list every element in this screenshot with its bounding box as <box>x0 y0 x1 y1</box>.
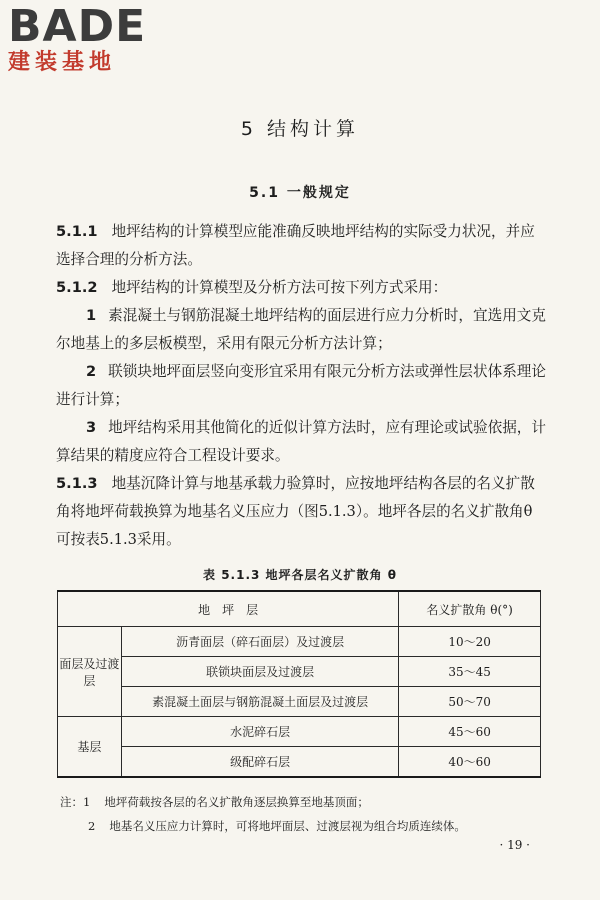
header-angle: 名义扩散角 θ(°) <box>399 591 541 627</box>
section-title: 5.1 一般规定 <box>249 185 351 201</box>
note-prefix: 注：1 <box>60 795 91 809</box>
paragraph-text: 联锁块地坪面层竖向变形宜采用有限元分析方法或弹性层状体系理论进行计算； <box>56 363 546 408</box>
angle-value: 40～60 <box>399 747 541 778</box>
table-row <box>58 747 541 778</box>
layer-desc: 沥青面层（碎石面层）及过渡层 <box>121 627 398 657</box>
paragraph-text: 地基沉降计算与地基承载力验算时，应按地坪结构各层的名义扩散角将地坪荷载换算为地基名义压应力（图5.1.3）。地坪各层的名义扩散角θ可按表5.1.3采用。 <box>56 475 535 548</box>
clause-number: 5.1.2 <box>56 279 98 296</box>
logo-wordmark: BADE <box>8 1 147 52</box>
paragraph-5-1-1 <box>56 218 546 274</box>
paragraph-text: 地坪结构采用其他简化的近似计算方法时，应有理论或试验依据，计算结果的精度应符合工程设计要求。 <box>56 419 546 464</box>
chapter-title: 5 结构计算 <box>240 118 360 140</box>
header-layer: 地 坪 层 <box>58 591 399 627</box>
note-prefix: 2 <box>88 819 96 833</box>
table-row <box>58 717 541 747</box>
group-label: 面层及过渡层 <box>58 627 122 717</box>
note-text: 地基名义压应力计算时，可将地坪面层、过渡层视为组合均质连续体。 <box>109 819 466 833</box>
body-text <box>56 218 546 554</box>
paragraph-text: 素混凝土与钢筋混凝土地坪结构的面层进行应力分析时，宜选用文克尔地基上的多层板模型，采用有限元分析方法计算； <box>56 307 546 352</box>
table-row <box>58 627 541 657</box>
list-item-1 <box>56 302 546 358</box>
table-notes <box>60 790 558 838</box>
paragraph-text: 地坪结构的计算模型及分析方法可按下列方式采用： <box>111 279 448 296</box>
page-number: · 19 · <box>499 838 530 852</box>
table-row <box>58 687 541 717</box>
layer-desc: 级配碎石层 <box>121 747 398 778</box>
group-label: 基层 <box>58 717 122 778</box>
item-number: 1 <box>86 307 97 324</box>
table-title: 表 5.1.3 地坪各层名义扩散角 θ <box>203 568 397 582</box>
diffusion-angle-table <box>57 590 541 778</box>
logo <box>8 1 147 76</box>
layer-desc: 联锁块面层及过渡层 <box>121 657 398 687</box>
layer-desc: 水泥碎石层 <box>121 717 398 747</box>
clause-number: 5.1.3 <box>56 475 98 492</box>
angle-value: 45～60 <box>399 717 541 747</box>
paragraph-5-1-2 <box>56 274 546 302</box>
item-number: 3 <box>86 419 97 436</box>
paragraph-text: 地坪结构的计算模型应能准确反映地坪结构的实际受力状况，并应选择合理的分析方法。 <box>56 223 535 268</box>
list-item-3 <box>56 414 546 470</box>
angle-value: 10～20 <box>399 627 541 657</box>
item-number: 2 <box>86 363 97 380</box>
note-2 <box>88 814 558 838</box>
table-row <box>58 657 541 687</box>
table-header-row <box>58 591 541 627</box>
logo-subtitle: 建装基地 <box>8 50 117 75</box>
note-text: 地坪荷载按各层的名义扩散角逐层换算至地基顶面； <box>104 795 369 809</box>
list-item-2 <box>56 358 546 414</box>
clause-number: 5.1.1 <box>56 223 98 240</box>
note-1 <box>60 790 558 814</box>
paragraph-5-1-3 <box>56 470 546 554</box>
layer-desc: 素混凝土面层与钢筋混凝土面层及过渡层 <box>121 687 398 717</box>
angle-value: 35～45 <box>399 657 541 687</box>
angle-value: 50～70 <box>399 687 541 717</box>
